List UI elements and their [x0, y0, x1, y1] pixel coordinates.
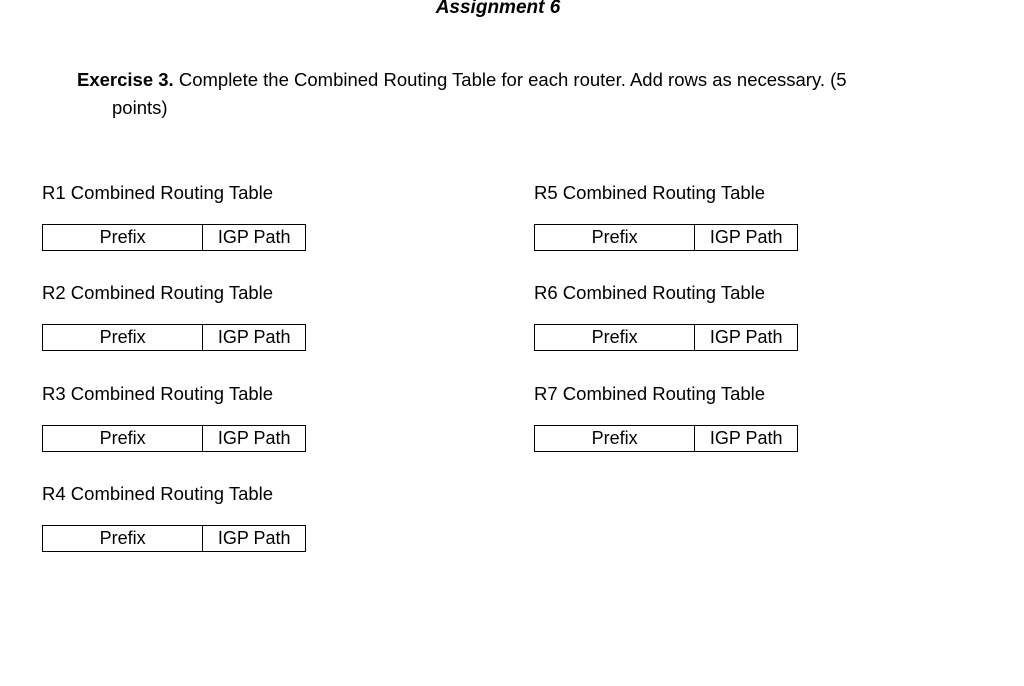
page-title: Assignment 6	[435, 0, 561, 18]
prefix-column-header: Prefix	[535, 325, 695, 351]
table-header-row	[43, 225, 306, 251]
igp-path-column-header: IGP Path	[695, 426, 798, 452]
exercise-label: Exercise 3.	[77, 69, 174, 90]
r5-routing-table	[534, 224, 798, 251]
r5-table-title: R5 Combined Routing Table	[534, 182, 766, 203]
prefix-column-header: Prefix	[43, 526, 203, 552]
prefix-column-header: Prefix	[43, 225, 203, 251]
r3-table-title: R3 Combined Routing Table	[42, 383, 274, 404]
r1-routing-table	[42, 224, 306, 251]
r7-routing-table-block	[534, 383, 834, 452]
r3-routing-table	[42, 425, 306, 452]
r7-table-title: R7 Combined Routing Table	[534, 383, 766, 404]
r5-routing-table-block	[534, 182, 834, 251]
r2-routing-table	[42, 324, 306, 351]
exercise-text-line1: Complete the Combined Routing Table for each router. Add rows as necessary. (5	[173, 69, 847, 90]
prefix-column-header: Prefix	[43, 426, 203, 452]
table-header-row	[43, 426, 306, 452]
r6-routing-table	[534, 324, 798, 351]
r1-table-title: R1 Combined Routing Table	[42, 182, 274, 203]
r1-routing-table-block	[42, 182, 342, 251]
table-header-row	[535, 325, 798, 351]
r2-routing-table-block	[42, 282, 342, 351]
r4-table-title: R4 Combined Routing Table	[42, 483, 274, 504]
prefix-column-header: Prefix	[43, 325, 203, 351]
table-header-row	[535, 426, 798, 452]
r2-table-title: R2 Combined Routing Table	[42, 282, 274, 303]
igp-path-column-header: IGP Path	[695, 325, 798, 351]
r7-routing-table	[534, 425, 798, 452]
table-header-row	[43, 526, 306, 552]
table-header-row	[43, 325, 306, 351]
r4-routing-table	[42, 525, 306, 552]
prefix-column-header: Prefix	[535, 426, 695, 452]
r4-routing-table-block	[42, 483, 342, 552]
exercise-text-line2: points)	[112, 97, 168, 118]
r3-routing-table-block	[42, 383, 342, 452]
igp-path-column-header: IGP Path	[203, 225, 306, 251]
igp-path-column-header: IGP Path	[695, 225, 798, 251]
igp-path-column-header: IGP Path	[203, 526, 306, 552]
igp-path-column-header: IGP Path	[203, 325, 306, 351]
table-header-row	[535, 225, 798, 251]
r6-routing-table-block	[534, 282, 834, 351]
prefix-column-header: Prefix	[535, 225, 695, 251]
exercise-instructions	[77, 66, 907, 122]
r6-table-title: R6 Combined Routing Table	[534, 282, 766, 303]
igp-path-column-header: IGP Path	[203, 426, 306, 452]
